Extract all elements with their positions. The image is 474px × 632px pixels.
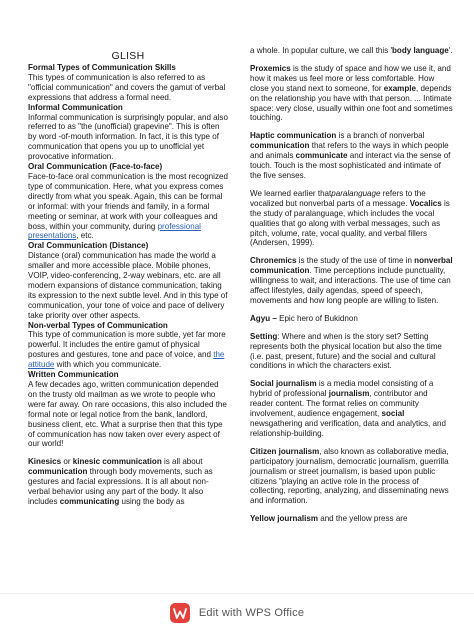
oral-face-to-face-section: Oral Communication (Face-to-face) Face-to-face oral communication is the most recognized type of communication. Here, what you express comes directly from what you speak. Again, this can be formal or informal: with your friends and family, in a formal meeting or seminar, at work with your colleagues and boss, within your community, during professional presentations, etc. <box>28 162 228 241</box>
right-column <box>250 46 453 524</box>
agyu-paragraph: Agyu – Epic hero of Bukidnon <box>250 313 358 323</box>
section-title: Written Communication <box>28 370 119 380</box>
kinesics-paragraph: Kinesics or kinesic communication is all about communication through body movements, such as gestures and facial expressions. It is all about non-verbal behavior using any part of the body. It also includes communicating using the body as <box>28 457 213 506</box>
non-verbal-section: Non-verbal Types of Communication This type of communication is more subtle, yet far more powerful. It includes the entire gamut of physical postures and gestures, tone and pace of voice, and the attitude with which you communicate. <box>28 320 226 370</box>
wps-office-banner[interactable] <box>0 593 474 632</box>
formal-communication-section: Formal Types of Communication Skills This types of communication is also referred to as "official communication" and covers the gamut of verbal expressions that address a formal need. <box>28 63 226 102</box>
oral-distance-section: Oral Communication (Distance) Distance (oral) communication has made the world a smaller and more accessible place. Mobile phones, VOIP, video-conferencing, 2-way webinars, etc. are all modern expansions of distance communication, taking its expression to the next subtle level. And in this type of communication, your tone of voice and pace of delivery take priority over other aspects. <box>28 241 228 320</box>
chronemics-paragraph: Chronemics is the study of the use of time in nonverbal communication. Time perceptions include punctuality, willingness to wait, and interactions. The use of time can affect lifestyles, daily agendas, speed of speech, movements and how long people are willing to listen. <box>250 256 453 305</box>
professional-presentations-link[interactable]: professional presentations <box>28 221 201 241</box>
vocalics-paragraph: We learned earlier thatparalanguage refers to the vocalized but nonverbal parts of a message. Vocalics is the study of paralanguage, which includes the vocal qualities that go along with verbal messages, such as pitch, volume, rate, vocal quality, and verbal fillers (Andersen, 1999). <box>250 188 450 248</box>
section-title: Formal Types of Communication Skills <box>28 63 176 72</box>
page-heading: GLISH <box>111 50 145 62</box>
body-language-paragraph: a whole. In popular culture, we call this 'body language'. <box>250 46 453 55</box>
section-title: Non-verbal Types of Communication <box>28 320 168 330</box>
left-column <box>28 46 228 507</box>
wps-logo-icon <box>170 603 190 623</box>
section-title: Oral Communication (Distance) <box>28 241 149 251</box>
written-communication-section: Written Communication A few decades ago, written communication depended on the trusty old mailman as we wrote to people who were far away. On rare occasions, this also included the formal note or legal notice from the bank, landlord, business client, etc. What a surprise then that this type of communication has now taken over every aspect of our world! <box>28 370 227 449</box>
section-title: Informal Communication <box>28 102 123 112</box>
yellow-journalism-paragraph: Yellow journalism and the yellow press are <box>250 514 408 524</box>
edit-with-wps-label: Edit with WPS Office <box>198 607 305 619</box>
section-title: Oral Communication (Face-to-face) <box>28 162 163 172</box>
proxemics-paragraph: Proxemics is the study of space and how we use it, and how it makes us feel more or less comfortable. How close you stand next to someone, for example, depends on the relationship you have with that person. ... Intimate space: very close, usually within one foot and sometimes touching. <box>250 63 453 123</box>
the-attitude-link[interactable]: the attitude <box>28 350 225 370</box>
haptic-paragraph: Haptic communication is a branch of nonverbal communication that refers to the ways in which people and animals communicate and interact via the sense of touch. Touch is the most sophisticated and intimate of the five senses. <box>250 131 451 180</box>
setting-paragraph: Setting: Where and when is the story set? Setting represents both the physical location but also the time (i.e. past, present, future) and the social and cultural conditions in which the characters exist. <box>250 331 442 371</box>
wps-w-glyph <box>173 608 187 619</box>
citizen-journalism-paragraph: Citizen journalism, also known as collaborative media, participatory journalism, democratic journalism, guerrilla journalism or street journalism, is based upon public citizens "playing an active role in the process of collecting, reporting, analyzing, and disseminating news and information. <box>250 446 449 506</box>
informal-communication-section: Informal Communication Informal communication is surprisingly popular, and also referred to as "the (unofficial) grapevine". This is often by word -of-mouth information. In fact, it is this type of communication that opens you up to unofficial yet provocative information. <box>28 102 228 162</box>
social-journalism-paragraph: Social journalism is a media model consisting of a hybrid of professional journalism, contributor and reader content. The format relies on community involvement, audience engagement, social newsgathering and verification, data and analytics, and relationship-building. <box>250 379 446 438</box>
